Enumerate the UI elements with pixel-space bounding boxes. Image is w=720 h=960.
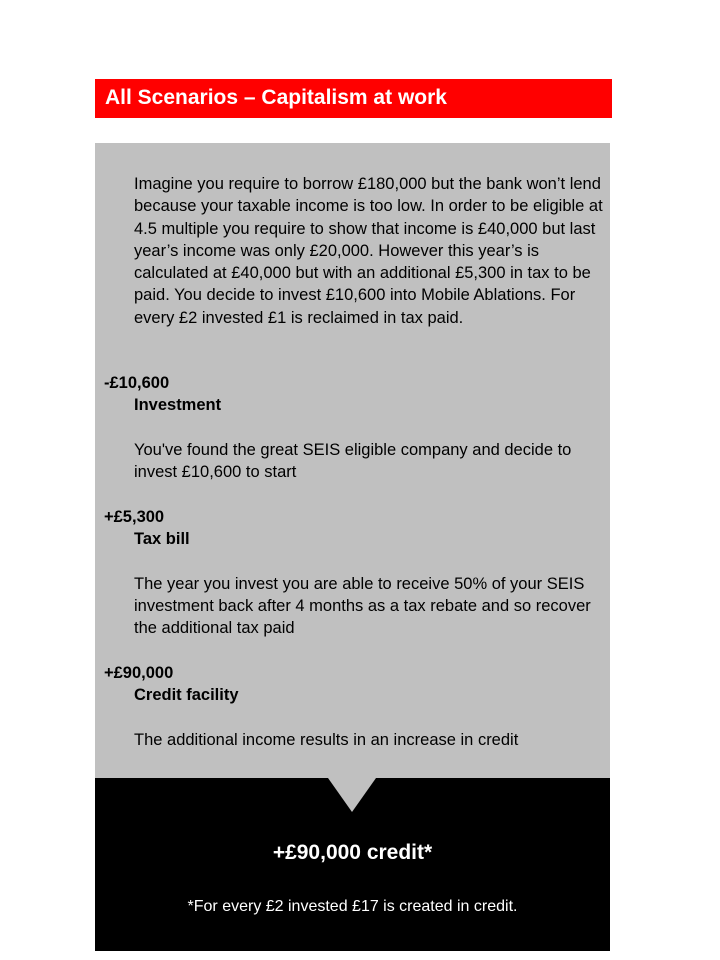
item-heading: Investment <box>134 396 222 415</box>
item-heading: Credit facility <box>134 686 239 705</box>
intro-text: Imagine you require to borrow £180,000 but the bank won’t lend because your taxable income is too low. In order to be eligible at 4.5 multiple you require to show that income is £40,000 but last year’s income was only £20,000. However this year’s is calculated at £40,000 but with an additional £5,300 in tax to be paid. You decide to invest £10,600 into Mobile Ablations. For every £2 invested £1 is reclaimed in tax paid. <box>134 175 603 327</box>
scenario-item-credit-facility <box>104 662 604 751</box>
item-amount: -£10,600 <box>104 374 170 392</box>
item-description: The additional income results in an increase in credit <box>134 730 519 749</box>
item-description: The year you invest you are able to receive 50% of your SEIS investment back after 4 months as a tax rebate and so recover the additional tax paid <box>134 574 591 638</box>
scenario-item-investment <box>104 372 604 483</box>
item-amount: +£5,300 <box>104 508 165 526</box>
item-amount: +£90,000 <box>104 664 174 682</box>
title-bar <box>95 79 612 118</box>
item-description: You've found the great SEIS eligible company and decide to invest £10,600 to start <box>134 440 572 482</box>
page-title: All Scenarios – Capitalism at work <box>105 86 447 109</box>
item-heading: Tax bill <box>134 530 190 549</box>
pointer-arrow-icon <box>328 778 376 812</box>
scenario-item-tax-bill <box>104 506 604 640</box>
footnote: *For every £2 invested £17 is created in credit. <box>187 898 518 915</box>
credit-total: +£90,000 credit* <box>272 841 433 864</box>
